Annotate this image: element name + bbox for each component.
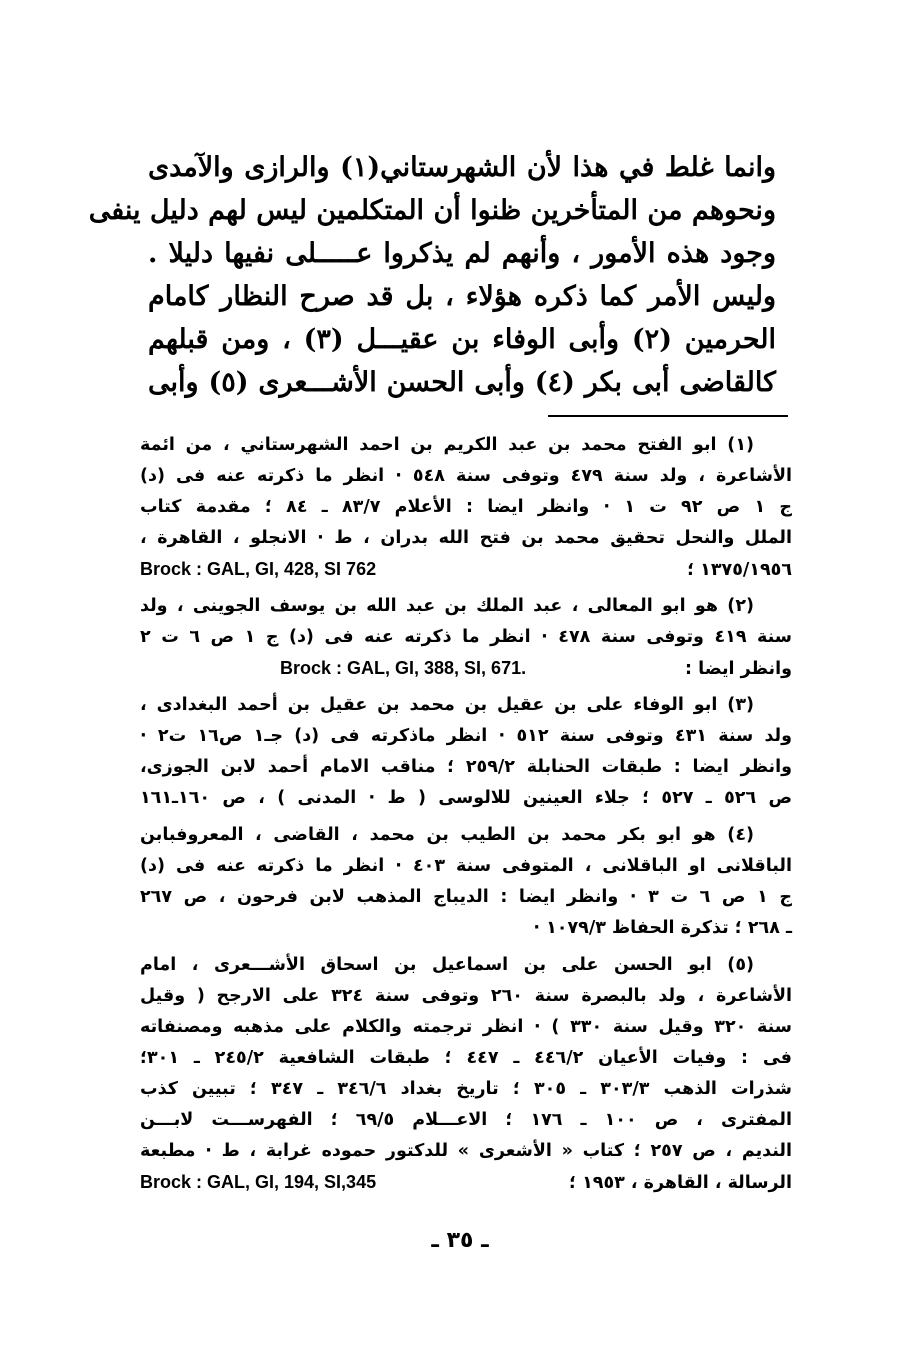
footnote-line: ص ٥٢٦ ـ ٥٢٧ ؛ جلاء العينين للالوسى ( ط · المدنى ) ، ص ١٦٠ـ١٦١ — [140, 788, 793, 808]
footnote-line — [140, 653, 792, 684]
footnote-reference-latin: Brock : GAL, GI, 194, SI,345 — [140, 1172, 377, 1192]
footnote-line: (١) ابو الفتح محمد بن عبد الكريم بن احمد الشهرستاني ، من ائمة — [140, 435, 754, 455]
footnote-4 — [140, 820, 792, 944]
footnote-1 — [140, 430, 792, 585]
footnote-line: شذرات الذهب ٣٠٣/٣ ـ ٣٠٥ ؛ تاريخ بغداد ٣٤٦/٦ ـ ٣٤٧ ؛ تبيين كذب — [140, 1079, 793, 1099]
footnote-line: ج ١ ص ٩٢ ت ١ · وانظر ايضا : الأعلام ٨٣/٧ ـ ٨٤ ؛ مقدمة كتاب — [140, 497, 792, 517]
footnote-line: ولد سنة ٤٣١ وتوفى سنة ٥١٢ · انظر ماذكرته فى (د) جـ١ ص١٦ ت٢ · — [140, 726, 792, 746]
footnote-3 — [140, 690, 792, 814]
footnote-reference-latin: Brock : GAL, GI, 388, SI, 671. — [280, 658, 527, 678]
footnote-line: ج ١ ص ٦ ت ٣ · وانظر ايضا : الديباج المذهب لابن فرحون ، ص ٢٦٧ — [140, 887, 792, 907]
footnote-5 — [140, 950, 792, 1198]
footnotes — [140, 430, 792, 1204]
footnote-2 — [140, 591, 792, 684]
footnote-line: (٣) ابو الوفاء على بن عقيل بن محمد بن عقيل بن أحمد البغدادى ، — [140, 695, 754, 715]
footnote-line: المفترى ، ص ١٠٠ ـ ١٧٦ ؛ الاعـــلام ٦٩/٥ ؛ الفهرســـت لابـــن — [140, 1110, 792, 1130]
footnote-line: فى : وفيات الأعيان ٤٤٦/٢ ـ ٤٤٧ ؛ طبقات الشافعية ٢٤٥/٢ ـ ٣٠١؛ — [140, 1048, 793, 1068]
footnote-divider — [548, 415, 788, 417]
main-line: ونحوهم من المتأخرين ظنوا أن المتكلمين ليس لهم دليل ينفى — [88, 195, 776, 226]
footnote-arabic-tail: وانظر ايضا : — [685, 659, 792, 679]
main-text — [88, 146, 776, 404]
footnote-arabic-tail: الرسالة ، القاهرة ، ١٩٥٣ ؛ — [568, 1173, 792, 1193]
footnote-line: ـ ٢٦٨ ؛ تذكرة الحفاظ ١٠٧٩/٣ · — [533, 918, 792, 938]
footnote-line: وانظر ايضا : طبقات الحنابلة ٢٥٩/٢ ؛ مناقب الامام أحمد لابن الجوزى، — [140, 757, 792, 777]
footnote-line: (٥) ابو الحسن على بن اسماعيل بن اسحاق الأشـــعرى ، امام — [140, 955, 754, 975]
footnote-line: (٤) هو ابو بكر محمد بن الطيب بن محمد ، القاضى ، المعروفبابن — [140, 825, 754, 845]
footnote-line: الأشاعرة ، ولد سنة ٤٧٩ وتوفى سنة ٥٤٨ · انظر ما ذكرته عنه فى (د) — [140, 466, 792, 486]
footnote-line — [140, 554, 792, 585]
footnote-line: الملل والنحل تحقيق محمد بن فتح الله بدران ، ط · الانجلو ، القاهرة ، — [140, 528, 792, 548]
footnote-line: سنة ٤١٩ وتوفى سنة ٤٧٨ · انظر ما ذكرته عنه فى (د) ج ١ ص ٦ ت ٢ — [140, 627, 792, 647]
footnote-line: (٢) هو ابو المعالى ، عبد الملك بن عبد الله بن يوسف الجوينى ، ولد — [140, 596, 754, 616]
main-line: وجود هذه الأمور ، وأنهم لم يذكروا عـــــلى نفيها دليلا . — [148, 238, 776, 269]
footnote-arabic-tail: ١٣٧٥/١٩٥٦ ؛ — [687, 560, 792, 580]
footnote-line: الباقلانى او الباقلانى ، المتوفى سنة ٤٠٣ · انظر ما ذكرته عنه فى (د) — [140, 856, 792, 876]
footnote-line: سنة ٣٢٠ وقيل سنة ٣٣٠ ) · انظر ترجمته والكلام على مذهبه ومصنفاته — [140, 1017, 793, 1037]
main-line: وانما غلط في هذا لأن الشهرستاني(١) والرازى والآمدى — [148, 152, 776, 183]
main-line: وليس الأمر كما ذكره هؤلاء ، بل قد صرح النظار كامام — [148, 281, 776, 312]
footnote-reference-latin: Brock : GAL, GI, 428, SI 762 — [140, 559, 377, 579]
footnote-line: الأشاعرة ، ولد بالبصرة سنة ٢٦٠ وتوفى سنة ٣٢٤ على الارجح ( وقيل — [140, 986, 793, 1006]
main-line: الحرمين (٢) وأبى الوفاء بن عقيـــل (٣) ، ومن قبلهم — [148, 324, 776, 355]
footnote-line — [140, 1167, 792, 1198]
page-number: ـ ٣٥ ـ — [431, 1228, 489, 1253]
main-line: كالقاضى أبى بكر (٤) وأبى الحسن الأشـــعرى (٥) وأبى — [148, 367, 776, 398]
footnote-line: النديم ، ص ٢٥٧ ؛ كتاب « الأشعرى » للدكتور حموده غرابة ، ط · مطبعة — [140, 1141, 792, 1161]
